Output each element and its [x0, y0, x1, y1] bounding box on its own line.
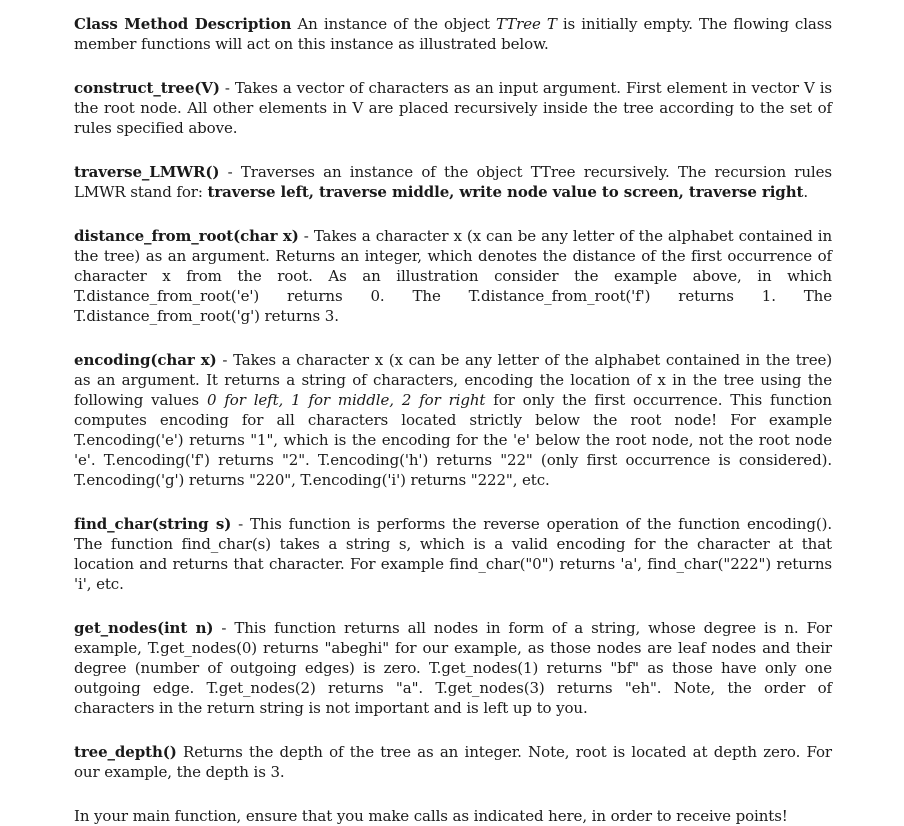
encoding-paragraph: [74, 350, 832, 490]
distance-text: - Takes a character x (x can be any letter of the alphabet contained in the tree) as an argument. Returns an integer, which denotes the distance of the first occurrence of character x from the root. As an illustration consider the example above, in which T.distance_from_root('e') returns 0. The T.distance_from_root('f') returns 1. The T.distance_from_root('g') returns 3.: [74, 227, 833, 325]
construct-tree-text: - Takes a vector of characters as an input argument. First element in vector V is the root node. All other elements in V are placed recursively inside the tree according to the set of rules specified above.: [74, 79, 832, 137]
class-method-text-1: An instance of the object: [291, 15, 497, 33]
find-char-paragraph: [74, 514, 832, 594]
find-char-heading: find_char(string s): [74, 515, 232, 533]
get-nodes-heading: get_nodes(int n): [74, 619, 214, 637]
class-method-text-2: is initially empty. The flowing class member functions will act on this instance as illustrated below.: [74, 15, 832, 53]
class-method-italic: TTree T: [496, 15, 557, 33]
distance-paragraph: [74, 226, 832, 326]
footer-paragraph: [74, 806, 832, 826]
traverse-heading: traverse_LMWR(): [74, 163, 220, 181]
traverse-paragraph: [74, 162, 832, 202]
tree-depth-paragraph: [74, 742, 832, 782]
construct-tree-paragraph: [74, 78, 832, 138]
get-nodes-paragraph: [74, 618, 832, 718]
traverse-end: .: [803, 183, 809, 201]
encoding-values: 0 for left, 1 for middle, 2 for right: [206, 391, 486, 409]
find-char-text: - This function is performs the reverse operation of the function encoding(). The function find_char(s) takes a string s, which is a valid encoding for the character at that location and returns that character. For example find_char("0") returns 'a', find_char("222") returns 'i', etc.: [74, 515, 832, 593]
encoding-text-1: - Takes a character x (x can be any letter of the alphabet contained in the tree) as an argument. It returns a string of characters, encoding the location of x in the tree using the following values: [74, 351, 833, 409]
tree-depth-text: Returns the depth of the tree as an integer. Note, root is located at depth zero. For our example, the depth is 3.: [74, 743, 832, 781]
encoding-heading: encoding(char x): [74, 351, 217, 369]
traverse-text: - Traverses an instance of the object TTree recursively. The recursion rules LMWR stand for:: [74, 163, 832, 201]
class-method-paragraph: [74, 14, 832, 54]
footer-text: In your main function, ensure that you make calls as indicated here, in order to receive points!: [74, 807, 788, 825]
encoding-text-2: for only the first occurrence. This function computes encoding for all characters located strictly below the root node! For example T.encoding('e') returns "1", which is the encoding for the 'e' below the root node, not the root node 'e'. T.encoding('f') returns "2". T.encoding('h') returns "22" (only first occurrence is considered). T.encoding('g') returns "220", T.encoding('i') returns "222", etc.: [74, 391, 832, 489]
distance-heading: distance_from_root(char x): [74, 227, 299, 245]
traverse-rules: traverse left, traverse middle, write node value to screen, traverse right: [207, 183, 804, 201]
get-nodes-text: - This function returns all nodes in form of a string, whose degree is n. For example, T.get_nodes(0) returns "abeghi" for our example, as those nodes are leaf nodes and their degree (number of outgoing edges) is zero. T.get_nodes(1) returns "bf" as those have only one outgoing edge. T.get_nodes(2) returns "a". T.get_nodes(3) returns "eh". Note, the order of characters in the return string is not important and is left up to you.: [74, 619, 833, 717]
construct-tree-heading: construct_tree(V): [74, 79, 220, 97]
class-method-heading: Class Method Description: [74, 15, 292, 33]
tree-depth-heading: tree_depth(): [74, 743, 177, 761]
document-page: [74, 14, 832, 826]
